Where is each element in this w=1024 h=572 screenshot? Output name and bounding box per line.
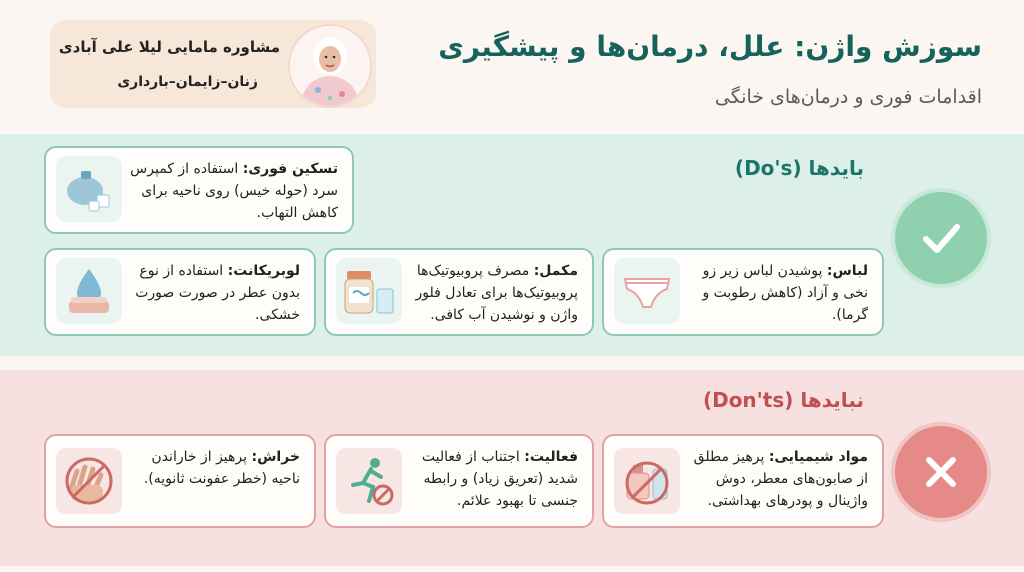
cross-icon [895,426,987,518]
do-card-label: لباس: [826,263,868,279]
do-card-text: استفاده از کمپرس سرد (حوله خیس) روی ناحیه برای کاهش التهاب. [130,161,338,221]
dont-card-label: مواد شیمیایی: [768,449,868,465]
do-card-clothing [602,248,884,336]
dos-title: بایدها (Do's) [734,156,864,180]
do-card-label: لوبریکانت: [227,263,300,279]
page-subtitle: اقدامات فوری و درمان‌های خانگی [714,86,982,108]
perfume-no-icon [614,448,680,514]
page-title: سوزش واژن: علل، درمان‌ها و پیشگیری [438,30,982,63]
donts-title: نبایدها (Don'ts) [702,388,864,412]
scratching-no-icon [56,448,122,514]
advisor-specialty: زنان–زایمان–بارداری [117,74,258,90]
dont-card-activity [324,434,594,528]
do-card-label: تسکین فوری: [242,161,338,177]
do-card-lubricant [44,248,316,336]
dont-card-text: اجتناب از فعالیت شدید (تعریق زیاد) و رابطه جنسی تا بهبود علائم. [421,449,578,509]
running-no-icon [336,448,402,514]
do-card-label: مکمل: [533,263,578,279]
underwear-icon [614,258,680,324]
advisor-card [50,20,376,108]
do-card-supplement [324,248,594,336]
dont-card-scratching [44,434,316,528]
dont-card-text: پرهیز از خاراندن ناحیه (خطر عفونت ثانویه). [143,449,300,487]
do-card-text: پوشیدن لباس زیر زو نخی و آزاد (کاهش رطوبت و گرما). [702,263,868,323]
avatar [288,24,372,108]
do-card-text: مصرف پروبیوتیک‌ها پروبیوتیک‌ها برای تعادل فلور واژن و نوشیدن آب کافی. [415,263,578,323]
dont-card-label: فعالیت: [524,449,578,465]
do-card-text: استفاده از نوع بدون عطر در صورت صورت خشکی. [135,263,300,323]
lubricant-drop-icon [56,258,122,324]
advisor-name: مشاوره مامایی لیلا علی آبادی [58,38,280,56]
check-icon [895,192,987,284]
ice-pack-icon [56,156,122,222]
dont-card-text: پرهیز مطلق از صابون‌های معطر، دوش واژینال و پودرهای بهداشتی. [693,449,868,509]
dont-card-chemicals [602,434,884,528]
do-card-cooling [44,146,354,234]
probiotic-jar-icon [336,258,402,324]
dont-card-label: خراش: [251,449,300,465]
